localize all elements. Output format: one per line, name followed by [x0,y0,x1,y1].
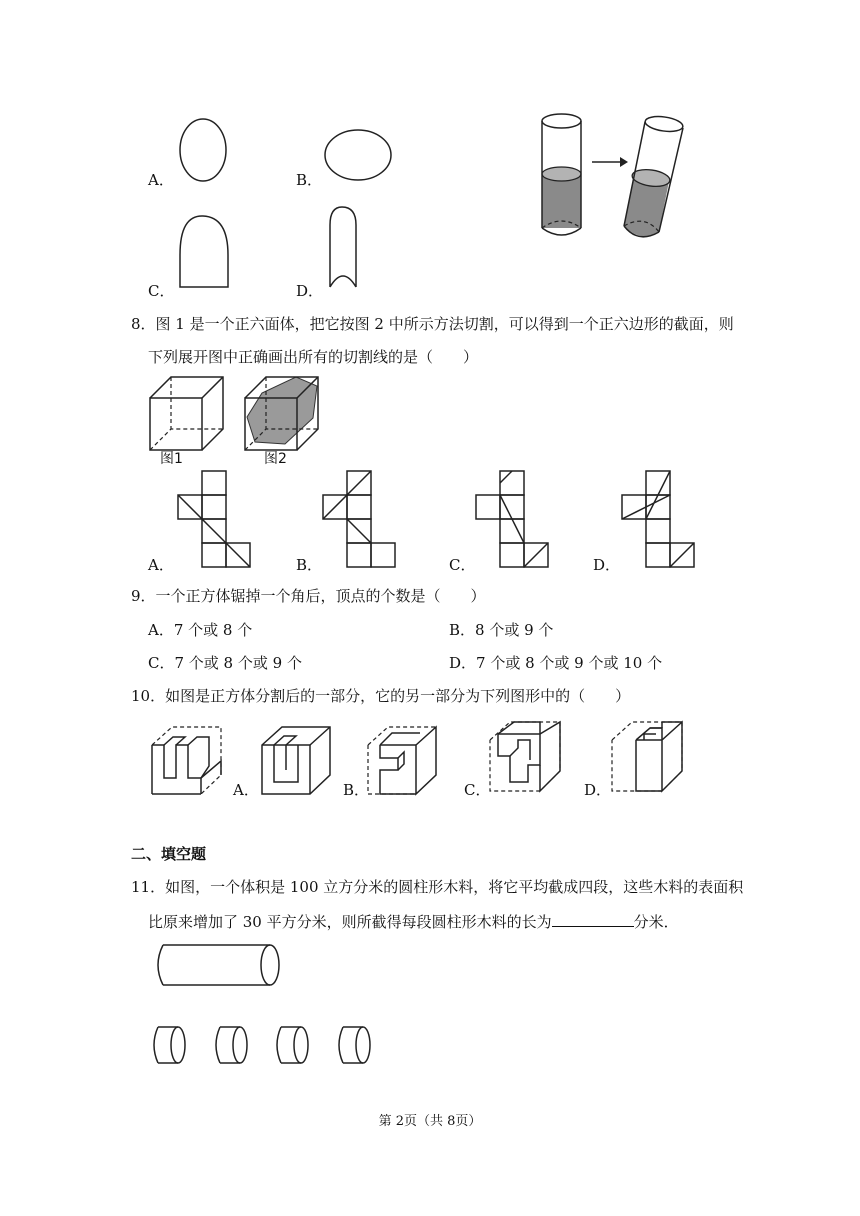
q11-long-cylinder [158,945,279,985]
q9-option-a: A．7 个或 8 个 [148,621,253,639]
q11-short-cylinder-4 [339,1027,370,1063]
q9-option-b: B．8 个或 9 个 [449,621,554,639]
q10-option-b-label: B． [343,781,370,799]
q7-option-a-label: A． [148,171,174,189]
q10-option-d-label: D． [584,781,612,799]
page-footer: 第 2页（共 8页） [378,1114,482,1129]
q9-option-d: D．7 个或 8 个或 9 个或 10 个 [449,654,663,672]
q8-option-c-label: C． [449,556,476,574]
q10-option-a-label: A． [233,781,259,799]
section-2-title: 二、填空题 [131,845,207,863]
q8-stem-line2: 下列展开图中正确画出所有的切割线的是（ ） [148,348,479,366]
q9-option-c: C．7 个或 8 个或 9 个 [148,654,302,672]
q10-stem: 10．如图是正方体分割后的一部分，它的另一部分为下列图形中的（ ） [131,687,631,705]
q11-stem-line2-text: 比原来增加了 30 平方分米，则所截得每段圆柱形木料的长为 [148,913,552,931]
q8-option-b-label: B． [296,556,323,574]
q9-stem: 9．一个正方体锯掉一个角后，顶点的个数是（ ） [131,587,486,605]
q11-short-cylinder-2 [216,1027,247,1063]
q7-option-d-label: D． [296,282,324,300]
q11-short-cylinder-1 [154,1027,185,1063]
q7-option-b-label: B． [296,171,323,189]
q8-option-a-label: A． [148,556,174,574]
q11-short-cylinder-3 [277,1027,308,1063]
q8-fig2-caption: 图2 [264,451,287,467]
q8-option-d-label: D． [593,556,621,574]
q8-stem-line1: 8．图 1 是一个正六面体，把它按图 2 中所示方法切割，可以得到一个正六边形的截面，则 [131,315,734,333]
q8-fig1-caption: 图1 [160,451,183,467]
q7-option-c-label: C． [148,282,175,300]
q11-stem-line1: 11．如图，一个体积是 100 立方分米的圆柱形木料，将它平均截成四段，这些木料的表面积 [131,878,744,896]
q10-option-c-label: C． [464,781,491,799]
q11-stem-line2-unit: 分米． [633,913,679,931]
